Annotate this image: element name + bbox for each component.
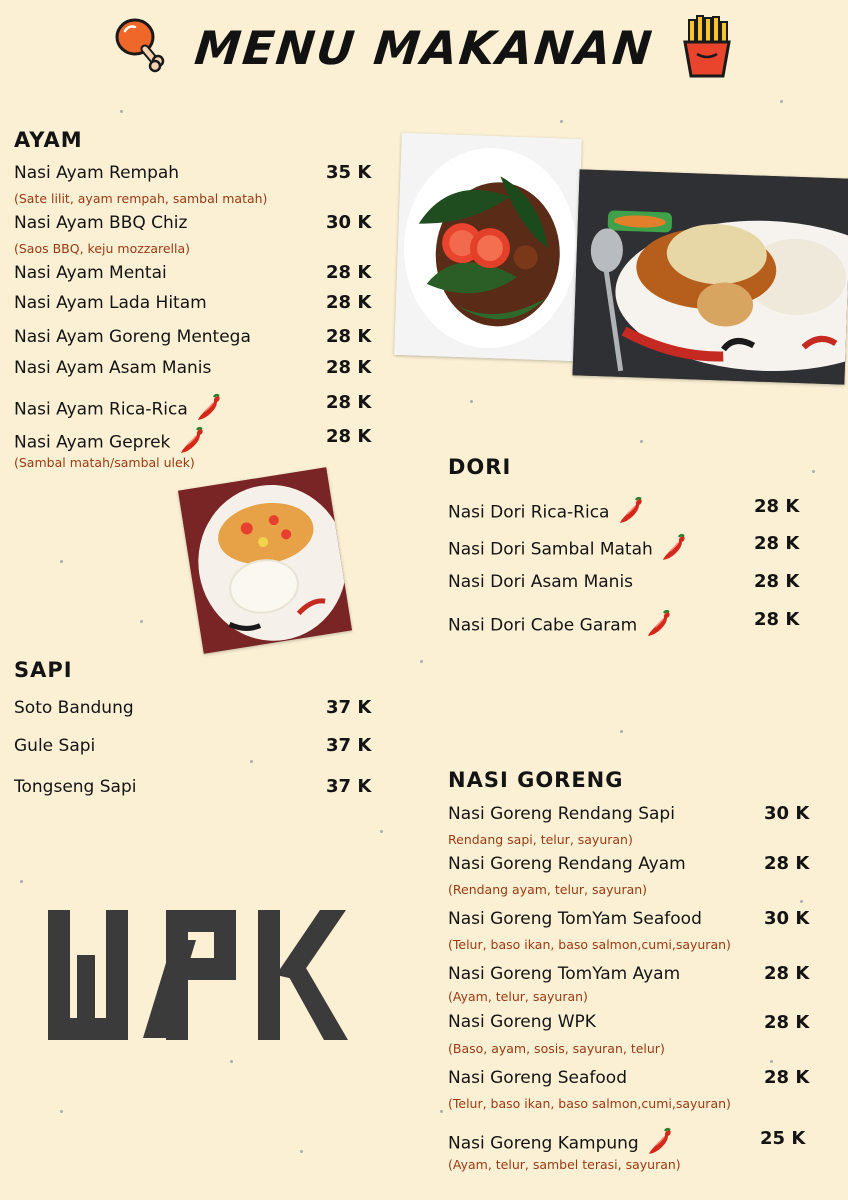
menu-item-name: Nasi Goreng Kampung [448, 1133, 639, 1154]
chili-icon [648, 1127, 674, 1160]
menu-item-price: 28 K [754, 571, 800, 592]
menu-item-price: 28 K [764, 963, 810, 984]
section-title-ayam: AYAM [14, 128, 83, 152]
menu-item-name: Nasi Dori Cabe Garam [448, 615, 638, 636]
menu-item-price: 28 K [326, 426, 372, 447]
menu-item-price: 28 K [326, 392, 372, 413]
page-title: MENU MAKANAN [192, 21, 656, 75]
menu-item-price: 28 K [754, 609, 800, 630]
menu-item-price: 30 K [326, 212, 372, 233]
menu-item-row [448, 609, 673, 642]
menu-item-price: 28 K [326, 357, 372, 378]
chicken-drumstick-icon [113, 15, 169, 88]
menu-item-name: Nasi Ayam Lada Hitam [14, 293, 207, 313]
menu-item-name: Nasi Dori Asam Manis [448, 572, 634, 592]
menu-item-price: 28 K [764, 853, 810, 874]
chili-icon [647, 609, 673, 642]
menu-item-description: (Ayam, telur, sayuran) [448, 989, 588, 1004]
menu-item-name: Tongseng Sapi [14, 777, 137, 797]
menu-item-name: Nasi Dori Rica-Rica [448, 502, 610, 523]
menu-item-price: 28 K [326, 326, 372, 347]
menu-item-description: (Sate lilit, ayam rempah, sambal matah) [14, 191, 268, 206]
chili-icon [662, 533, 688, 566]
menu-item-description: (Telur, baso ikan, baso salmon,cumi,sayuran) [448, 1096, 731, 1111]
menu-item-name: Nasi Goreng Seafood [448, 1068, 627, 1088]
section-title-dori: DORI [448, 455, 512, 479]
menu-item-price: 25 K [760, 1128, 806, 1149]
menu-item-row [448, 533, 688, 566]
menu-item-name: Nasi Ayam Asam Manis [14, 358, 212, 378]
french-fries-icon [679, 14, 735, 89]
menu-item-name: Nasi Ayam BBQ Chiz [14, 213, 188, 233]
sweet-sour-chicken-rice-photo [178, 467, 352, 653]
menu-item-name: Nasi Goreng TomYam Ayam [448, 964, 681, 984]
menu-item-description: (Baso, ayam, sosis, sayuran, telur) [448, 1041, 665, 1056]
menu-item-price: 28 K [764, 1012, 810, 1033]
menu-item-name: Soto Bandung [14, 698, 134, 718]
menu-item-name: Nasi Goreng Rendang Sapi [448, 804, 675, 824]
menu-item-name: Nasi Ayam Geprek [14, 432, 171, 453]
chili-icon [197, 393, 223, 426]
menu-item-price: 28 K [326, 262, 372, 283]
menu-item-row [448, 496, 645, 529]
cheese-chicken-rice-plate-photo [572, 169, 848, 384]
menu-item-description: Rendang sapi, telur, sayuran) [448, 832, 633, 847]
menu-item-name: Nasi Goreng Rendang Ayam [448, 854, 686, 874]
menu-item-row [448, 1127, 674, 1160]
section-title-nasi-goreng: NASI GORENG [448, 768, 624, 792]
page-header [0, 14, 848, 89]
menu-item-description: (Sambal matah/sambal ulek) [14, 455, 195, 470]
section-title-sapi: SAPI [14, 658, 73, 682]
menu-item-description: (Saos BBQ, keju mozzarella) [14, 241, 191, 256]
menu-item-price: 35 K [326, 162, 372, 183]
menu-item-name: Nasi Dori Sambal Matah [448, 539, 653, 560]
chili-icon [619, 496, 645, 529]
menu-item-description: (Telur, baso ikan, baso salmon,cumi,sayuran) [448, 937, 731, 952]
menu-item-price: 28 K [754, 496, 800, 517]
menu-item-price: 37 K [326, 697, 372, 718]
menu-item-description: (Rendang ayam, telur, sayuran) [448, 882, 648, 897]
stir-fried-chicken-with-greens-photo [394, 133, 582, 361]
wpk-logo [48, 900, 348, 1049]
menu-item-row [14, 393, 223, 426]
menu-item-price: 28 K [754, 533, 800, 554]
menu-item-price: 37 K [326, 776, 372, 797]
menu-item-name: Nasi Ayam Mentai [14, 263, 167, 283]
menu-item-name: Nasi Ayam Rempah [14, 163, 180, 183]
menu-item-price: 28 K [764, 1067, 810, 1088]
menu-item-name: Nasi Goreng TomYam Seafood [448, 909, 702, 929]
menu-item-price: 30 K [764, 908, 810, 929]
menu-item-name: Nasi Ayam Rica-Rica [14, 399, 188, 420]
menu-item-description: (Ayam, telur, sambel terasi, sayuran) [448, 1157, 681, 1172]
menu-item-name: Nasi Ayam Goreng Mentega [14, 327, 251, 347]
menu-item-name: Gule Sapi [14, 736, 96, 756]
menu-item-name: Nasi Goreng WPK [448, 1012, 596, 1032]
menu-item-price: 30 K [764, 803, 810, 824]
menu-item-price: 28 K [326, 292, 372, 313]
menu-item-price: 37 K [326, 735, 372, 756]
